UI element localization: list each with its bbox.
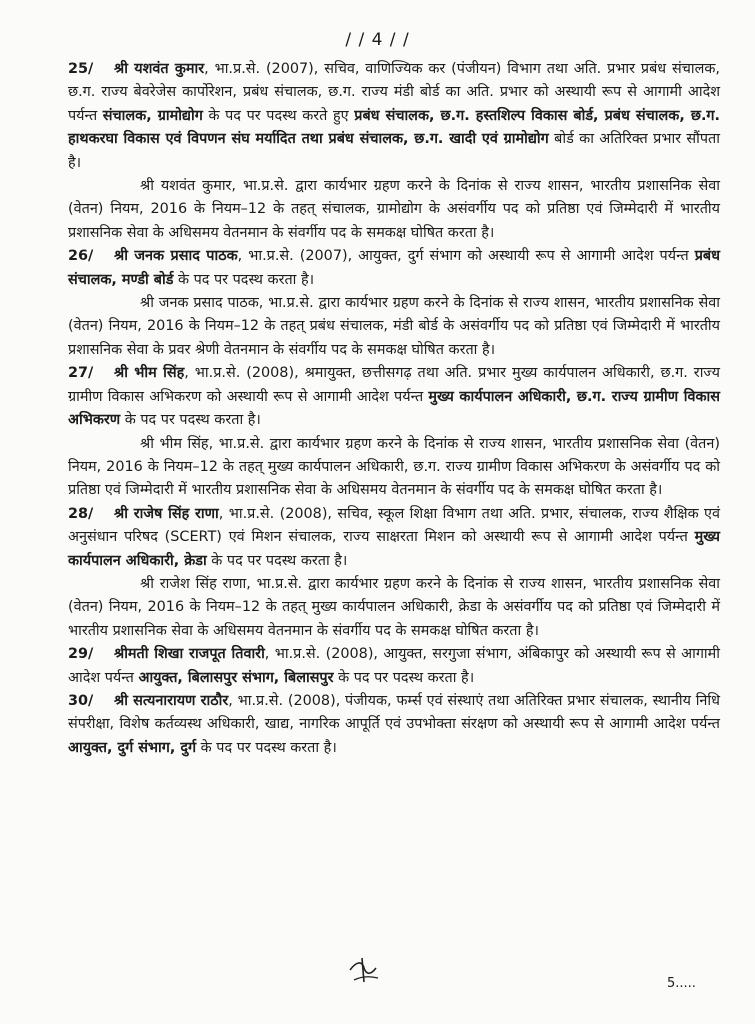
entry-number: 26/	[68, 248, 94, 265]
order-entry-29	[68, 643, 720, 690]
officer-name: श्री राजेष सिंह राणा	[114, 505, 219, 522]
entry-text: के पद पर पदस्थ करता है।	[333, 669, 475, 686]
entry-number: 28/	[68, 505, 94, 522]
entry-text: के पद पर पदस्थ करता है।	[206, 552, 348, 569]
next-page-marker: 5.....	[667, 976, 696, 991]
equivalence-paragraph: श्री यशवंत कुमार, भा.प्र.से. द्वारा कार्यभार ग्रहण करने के दिनांक से राज्य शासन, भारतीय प्रशासनिक सेवा (वेतन) नियम, 2016 के नियम–12 के तहत् संचालक, ग्रामोद्योग के असंवर्गीय पद को प्रतिष्ठा एवं जिम्मेदारी में भारतीय प्रशासनिक सेवा के अधिसमय वेतनमान के संवर्गीय पद के समकक्ष घोषित करता है।	[68, 178, 720, 241]
entry-text: , भा.प्र.से. (2008), सचिव, स्कूल शिक्षा विभाग तथा अति. प्रभार, संचालक, राज्य शैक्षिक एवं अनुसंधान परिषद (SCERT) एवं मिशन संचालक, राज्य साक्षरता मिशन को अस्थायी रूप से आगामी आदेश पर्यन्त	[68, 505, 720, 546]
entry-text: के पद पर पदस्थ करता है।	[173, 271, 315, 288]
entry-number: 25/	[68, 61, 94, 77]
order-entry-28	[68, 503, 720, 573]
equivalence-paragraph: श्री जनक प्रसाद पाठक, भा.प्र.से. द्वारा कार्यभार ग्रहण करने के दिनांक से राज्य शासन, भारतीय प्रशासनिक सेवा (वेतन) नियम, 2016 के नियम–12 के तहत् प्रबंध संचालक, मंडी बोर्ड के असंवर्गीय पद को प्रतिष्ठा एवं जिम्मेदारी में भारतीय प्रशासनिक सेवा के प्रवर श्रेणी वेतनमान के संवर्गीय पद के समकक्ष घोषित करता है।	[68, 295, 720, 358]
posting-title: संचालक, ग्रामोद्योग	[102, 107, 203, 124]
entry-text: , भा.प्र.से. (2007), आयुक्त, दुर्ग संभाग को अस्थायी रूप से आगामी आदेश पर्यन्त	[237, 248, 695, 265]
order-entry-25	[68, 58, 720, 175]
posting-title: मुख्य कार्यपालन अधिकारी, क्रेडा	[68, 529, 720, 569]
order-entry-26	[68, 245, 720, 292]
officer-name: श्री भीम सिंह	[114, 365, 185, 382]
additional-charge-posts: प्रबंध संचालक, छ.ग. हस्तशिल्प विकास बोर्ड, प्रबंध संचालक, छ.ग. हाथकरघा विकास एवं विपणन संघ मर्यादित तथा प्रबंध संचालक, छ.ग. खादी एवं ग्रामोद्योग	[68, 107, 720, 148]
entry-text: के पद पर पदस्थ करते हुए	[202, 107, 355, 124]
posting-title: प्रबंध संचालक, मण्डी बोर्ड	[68, 248, 720, 288]
entry-text: के पद पर पदस्थ करता है।	[196, 739, 337, 756]
entry-number: 29/	[68, 646, 94, 663]
entry-text: , भा.प्र.से. (2008), श्रमायुक्त, छत्तीसगढ़ तथा अति. प्रभार मुख्य कार्यपालन अधिकारी, छ.ग. राज्य ग्रामीण विकास अभिकरण को अस्थायी रूप से आगामी आदेश पर्यन्त	[68, 365, 720, 405]
entry-number: 30/	[68, 692, 94, 709]
initials-signature	[344, 954, 384, 984]
order-entry-30	[68, 690, 720, 760]
order-content	[68, 58, 720, 760]
entry-text: , भा.प्र.से. (2008), आयुक्त, सरगुजा संभाग, अंबिकापुर को अस्थायी रूप से आगामी आदेश पर्यन्त	[68, 646, 720, 686]
officer-name: श्री सत्यनारायण राठौर	[114, 692, 229, 709]
entry-text: के पद पर पदस्थ करता है।	[120, 412, 261, 429]
posting-title: मुख्य कार्यपालन अधिकारी, छ.ग. राज्य ग्रामीण विकास अभिकरण	[68, 388, 720, 429]
entry-text: , भा.प्र.से. (2008), पंजीयक, फर्म्स एवं संस्थाएं तथा अतिरिक्त प्रभार संचालक, स्थानीय निधि संपरीक्षा, विशेष कर्तव्यस्थ अधिकारी, खाद्य, नागरिक आपूर्ति एवं उपभोक्ता संरक्षण को अस्थायी रूप से आगामी आदेश पर्यन्त	[68, 692, 720, 733]
officer-name: श्री यशवंत कुमार	[114, 61, 205, 77]
entry-number: 27/	[68, 365, 94, 382]
order-entry-27	[68, 362, 720, 432]
entry-text: बोर्ड का अतिरिक्त प्रभार सौंपता है।	[68, 131, 720, 171]
entry-text: , भा.प्र.से. (2007), सचिव, वाणिज्यिक कर (पंजीयन) विभाग तथा अति. प्रभार प्रबंध संचालक, छ.ग. राज्य बेवरेजेस कार्पोरेशन, प्रबंध संचालक, छ.ग. राज्य मंडी बोर्ड का अति. प्रभार को अस्थायी रूप से आगामी आदेश पर्यन्त	[68, 61, 720, 124]
equivalence-paragraph: श्री भीम सिंह, भा.प्र.से. द्वारा कार्यभार ग्रहण करने के दिनांक से राज्य शासन, भारतीय प्रशासनिक सेवा (वेतन) नियम, 2016 के नियम–12 के तहत् मुख्य कार्यपालन अधिकारी, छ.ग. राज्य ग्रामीण विकास अभिकरण के असंवर्गीय पद को प्रतिष्ठा एवं जिम्मेदारी में भारतीय प्रशासनिक सेवा के अधिसमय वेतनमान के संवर्गीय पद के समकक्ष घोषित करता है।	[68, 435, 720, 499]
page-number: / / 4 / /	[345, 30, 410, 50]
officer-name: श्री जनक प्रसाद पाठक	[114, 248, 238, 265]
posting-title: आयुक्त, बिलासपुर संभाग, बिलासपुर	[138, 669, 334, 686]
equivalence-paragraph: श्री राजेश सिंह राणा, भा.प्र.से. द्वारा कार्यभार ग्रहण करने के दिनांक से राज्य शासन, भारतीय प्रशासनिक सेवा (वेतन) नियम, 2016 के नियम–12 के तहत् मुख्य कार्यपालन अधिकारी, क्रेडा के असंवर्गीय पद को प्रतिष्ठा एवं जिम्मेदारी में भारतीय प्रशासनिक सेवा के अधिसमय वेतनमान के संवर्गीय पद के समकक्ष घोषित करता है।	[68, 575, 720, 639]
posting-title: आयुक्त, दुर्ग संभाग, दुर्ग	[68, 739, 197, 756]
officer-name: श्रीमती शिखा राजपूत तिवारी	[114, 646, 265, 663]
